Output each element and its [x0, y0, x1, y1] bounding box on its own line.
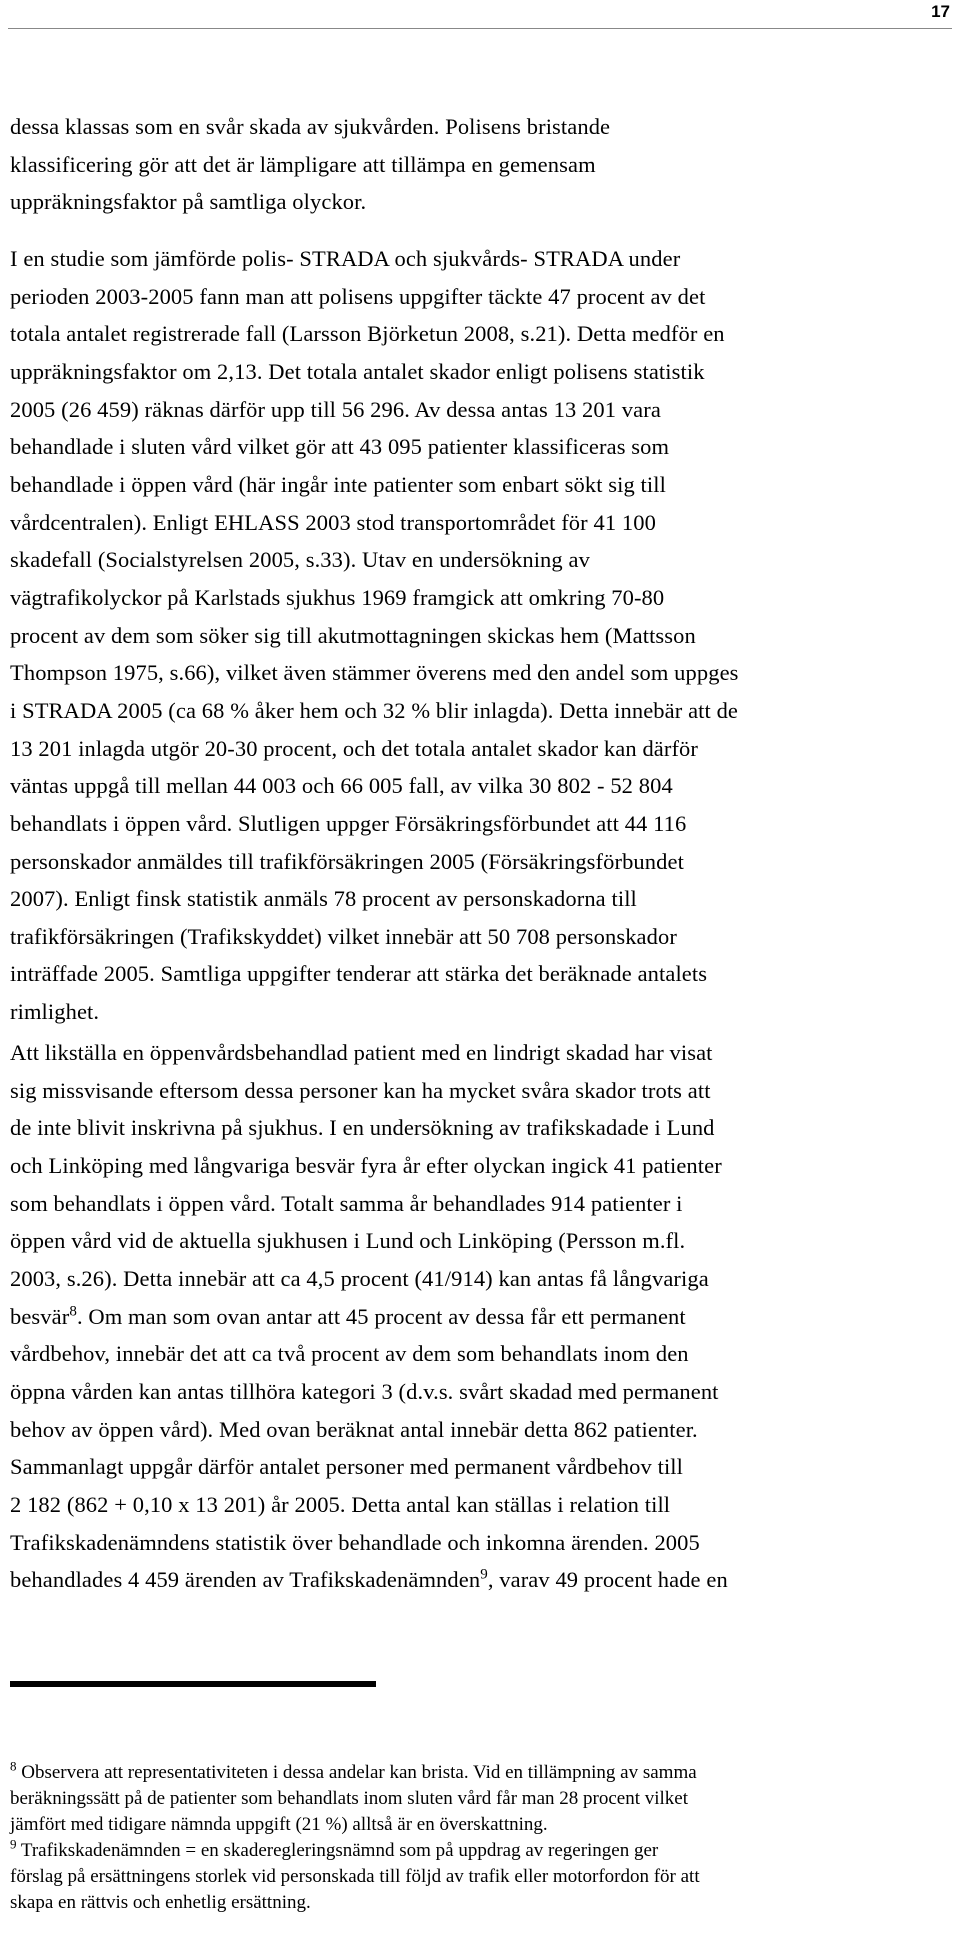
footnotes [10, 1760, 955, 1916]
paragraph-3 [10, 1034, 955, 1599]
paragraph-3-part-b: . Om man som ovan antar att 45 procent av dessa får ett permanent vårdbehov, innebär det att ca två procent av dem som behandlats inom den öppna vården kan antas tillhöra kategori 3 (d.v.s. svårt skadad med permanent behov av öppen vård). Med ovan beräknat antal innebär detta 862 patienter. Sammanlagt uppgår därför antalet personer med permanent vårdbehov till 2 182 (862 + 0,10 x 13 201) år 2005. Detta antal kan ställas i relation till Trafikskadenämndens statistik över behandlade och inkomna ärenden. 2005 behandlades 4 459 ärenden av Trafikskadenämnden [10, 1303, 719, 1593]
page-number: 17 [931, 2, 950, 21]
paragraph-1 [10, 108, 955, 221]
footnote-8-text: Observera att representativiteten i dessa andelar kan brista. Vid en tillämpning av samma beräkningssätt på de patienter som behandlats inom sluten vård får man 28 procent vilket jämfört med tidigare nämnda uppgift (21 %) alltså är en överskattning. [10, 1762, 697, 1835]
footnote-9-mark: 9 [10, 1836, 17, 1852]
footnote-ref-9: 9 [480, 1566, 488, 1583]
footnote-8 [10, 1760, 955, 1838]
paragraph-2-text: I en studie som jämförde polis- STRADA och sjukvårds- STRADA under perioden 2003-2005 fann man att polisens uppgifter täckte 47 procent av det totala antalet registrerade fall (Larsson Björketun 2008, s.21). Detta medför en uppräkningsfaktor om 2,13. Det totala antalet skador enligt polisens statistik 2005 (26 459) räknas därför upp till 56 296. Av dessa antas 13 201 vara behandlade i sluten vård vilket gör att 43 095 patienter klassificeras som behandlade i öppen vård (här ingår inte patienter som enbart sökt sig till vårdcentralen). Enligt EHLASS 2003 stod transportområdet för 41 100 skadefall (Socialstyrelsen 2005, s.33). Utav en undersökning av vägtrafikolyckor på Karlstads sjukhus 1969 framgick att omkring 70-80 procent av dem som söker sig till akutmottagningen skickas hem (Mattsson Thompson 1975, s.66), vilket även stämmer överens med den andel som uppges i STRADA 2005 (ca 68 % åker hem och 32 % blir inlagda). Detta innebär att de 13 201 inlagda utgör 20-30 procent, och det totala antalet skador kan därför väntas uppgå till mellan 44 003 och 66 005 fall, av vilka 30 802 - 52 804 behandlats i öppen vård. Slutligen uppger Försäkringsförbundet att 44 116 personskador anmäldes till trafikförsäkringen 2005 (Försäkringsförbundet 2007). Enligt finsk statistik anmäls 78 procent av personskadorna till trafikförsäkringen (Trafikskyddet) vilket innebär att 50 708 personskador inträffade 2005. Samtliga uppgifter tenderar att stärka det beräknade antalets rimlighet. [10, 246, 739, 1025]
footnote-ref-8: 8 [69, 1303, 77, 1320]
paragraph-2 [10, 240, 955, 1031]
footnote-9-text: Trafikskadenämnden = en skaderegleringsnämnd som på uppdrag av regeringen ger förslag på ersättningens storlek vid personskada till följd av trafik eller motorfordon för att skapa en rättvis och enhetlig ersättning. [10, 1840, 700, 1913]
paragraph-3-part-a: Att likställa en öppenvårdsbehandlad patient med en lindrigt skadad har visat sig missvisande eftersom dessa personer kan ha mycket svåra skador trots att de inte blivit inskrivna på sjukhus. I en undersökning av trafikskadade i Lund och Linköping med långvariga besvär fyra år efter olyckan ingick 41 patienter som behandlats i öppen vård. Totalt samma år behandlades 914 patienter i öppen vård vid de aktuella sjukhusen i Lund och Linköping (Persson m.fl. 2003, s.26). Detta innebär att ca 4,5 procent (41/914) kan antas få långvariga besvär [10, 1040, 722, 1329]
paragraph-1-text: dessa klassas som en svår skada av sjukvården. Polisens bristande klassificering gör att det är lämpligare att tillämpa en gemensam uppräkningsfaktor på samtliga olyckor. [10, 114, 611, 215]
footnote-8-mark: 8 [10, 1758, 17, 1774]
footnote-9 [10, 1838, 955, 1916]
header-rule [8, 28, 952, 29]
footnote-separator [10, 1681, 376, 1687]
paragraph-3-text [10, 1034, 955, 1599]
paragraph-3-part-c: , varav 49 procent hade en [487, 1567, 728, 1593]
